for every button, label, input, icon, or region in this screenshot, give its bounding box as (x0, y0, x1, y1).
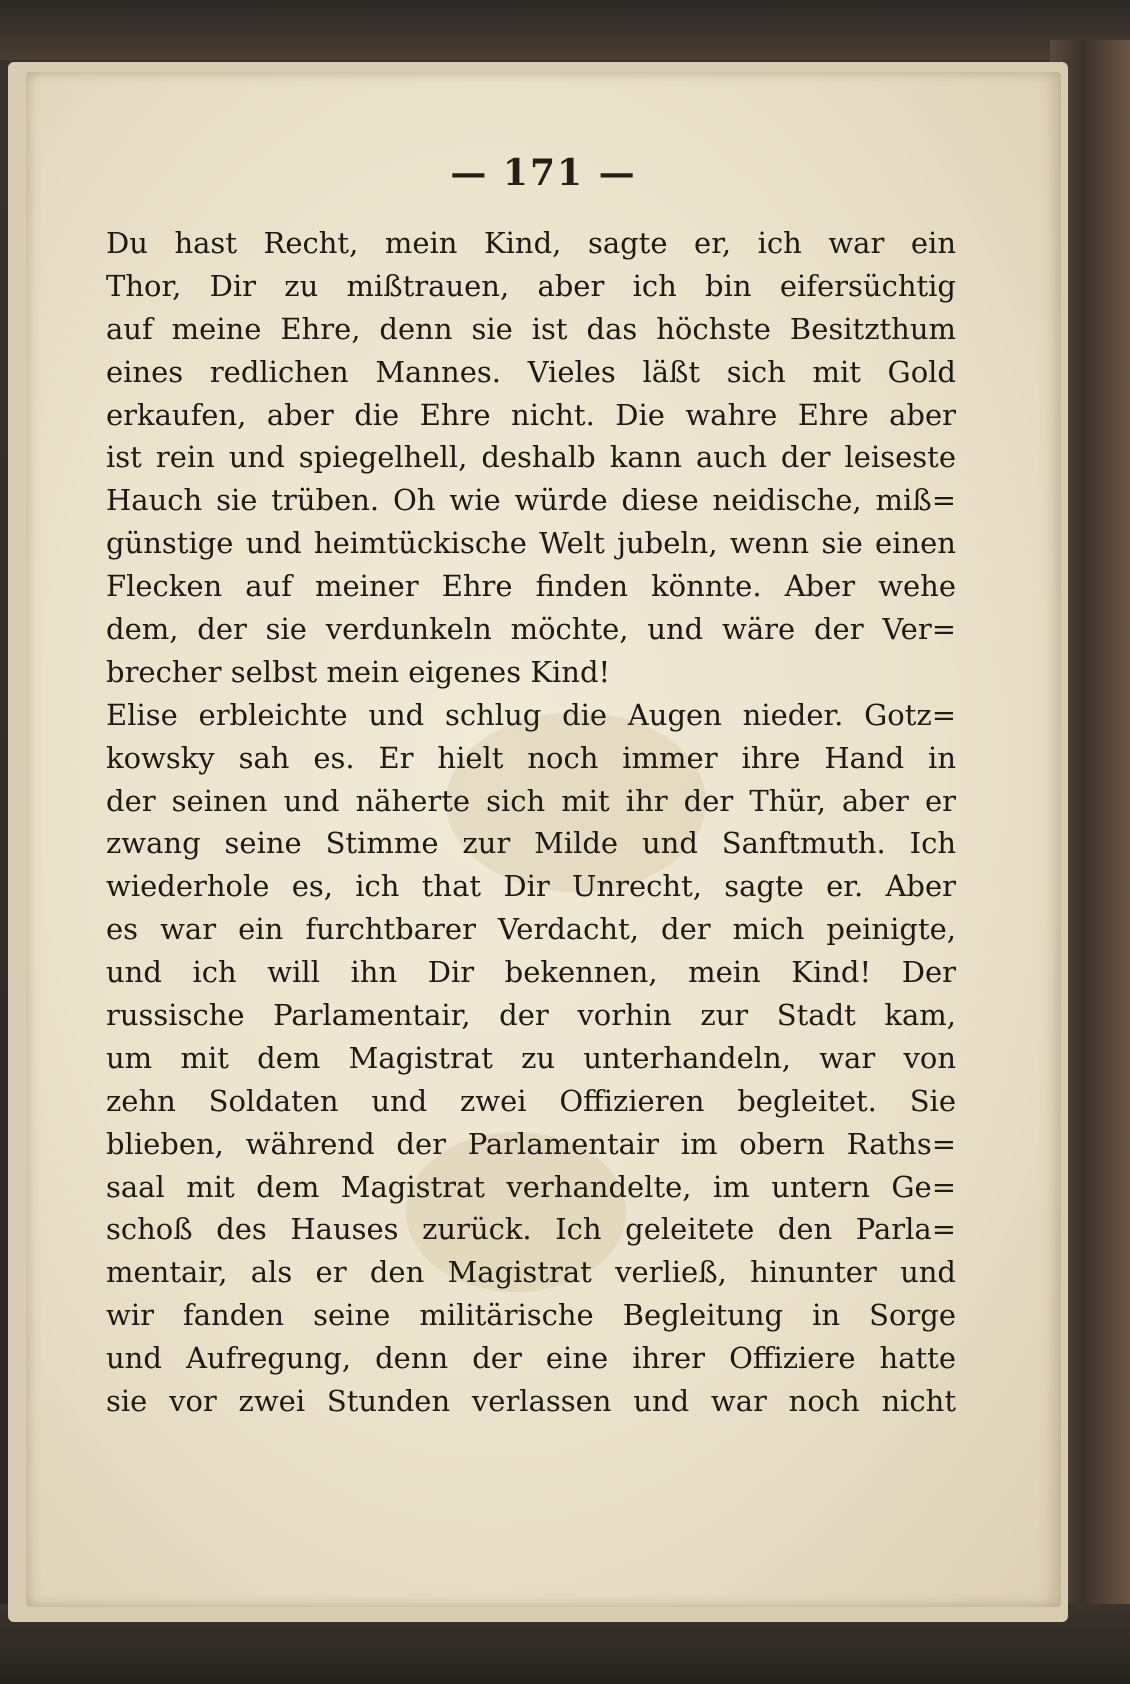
text-line: Hauch sie trüben. Oh wie würde diese neidische, miß= (106, 483, 956, 518)
text-line: russische Parlamentair, der vorhin zur Stadt kam, (106, 998, 956, 1033)
text-line: und Aufregung, denn der eine ihrer Offiziere hatte (106, 1341, 956, 1376)
text-line: und ich will ihn Dir bekennen, mein Kind! Der (106, 955, 956, 990)
text-line: günstige und heimtückische Welt jubeln, wenn sie einen (106, 526, 956, 561)
text-line: saal mit dem Magistrat verhandelte, im untern Ge= (106, 1169, 956, 1204)
text-line: blieben, während der Parlamentair im obern Raths= (106, 1126, 956, 1161)
text-line: zwang seine Stimme zur Milde und Sanftmuth. Ich (106, 826, 956, 861)
text-line: dem, der sie verdunkeln möchte, und wäre der Ver= (106, 612, 956, 647)
text-line: schoß des Hauses zurück. Ich geleitete den Parla= (106, 1212, 956, 1247)
body-text (106, 222, 956, 1423)
text-line: ist rein und spiegelhell, deshalb kann auch der leiseste (106, 440, 956, 475)
text-line: um mit dem Magistrat zu unterhandeln, war von (106, 1040, 956, 1075)
text-line: es war ein furchtbarer Verdacht, der mich peinigte, (106, 912, 956, 947)
text-line: auf meine Ehre, denn sie ist das höchste Besitzthum (106, 311, 956, 346)
book-cover-top-edge (0, 0, 1130, 60)
text-line: sie vor zwei Stunden verlassen und war noch nicht (106, 1384, 956, 1419)
text-line: zehn Soldaten und zwei Offizieren begleitet. Sie (106, 1083, 956, 1118)
text-line: der seinen und näherte sich mit ihr der Thür, aber er (106, 783, 956, 818)
text-line: wiederhole es, ich that Dir Unrecht, sagte er. Aber (106, 869, 956, 904)
text-line: brecher selbst mein eigenes Kind! (106, 654, 611, 689)
text-line: wir fanden seine militärische Begleitung in Sorge (106, 1298, 956, 1333)
text-line: mentair, als er den Magistrat verließ, hinunter und (106, 1255, 956, 1290)
text-line: Flecken auf meiner Ehre finden könnte. Aber wehe (106, 569, 956, 604)
text-line: eines redlichen Mannes. Vieles läßt sich mit Gold (106, 354, 956, 389)
text-line: Du hast Recht, mein Kind, sagte er, ich war ein (106, 226, 956, 260)
text-line: Elise erbleichte und schlug die Augen nieder. Gotz= (106, 697, 956, 732)
text-line: Thor, Dir zu mißtrauen, aber ich bin eifersüchtig (106, 268, 956, 303)
book-page (26, 72, 1061, 1607)
page-number: — 171 — (450, 152, 637, 194)
text-line: erkaufen, aber die Ehre nicht. Die wahre Ehre aber (106, 397, 956, 432)
text-line: kowsky sah es. Er hielt noch immer ihre Hand in (106, 740, 956, 775)
